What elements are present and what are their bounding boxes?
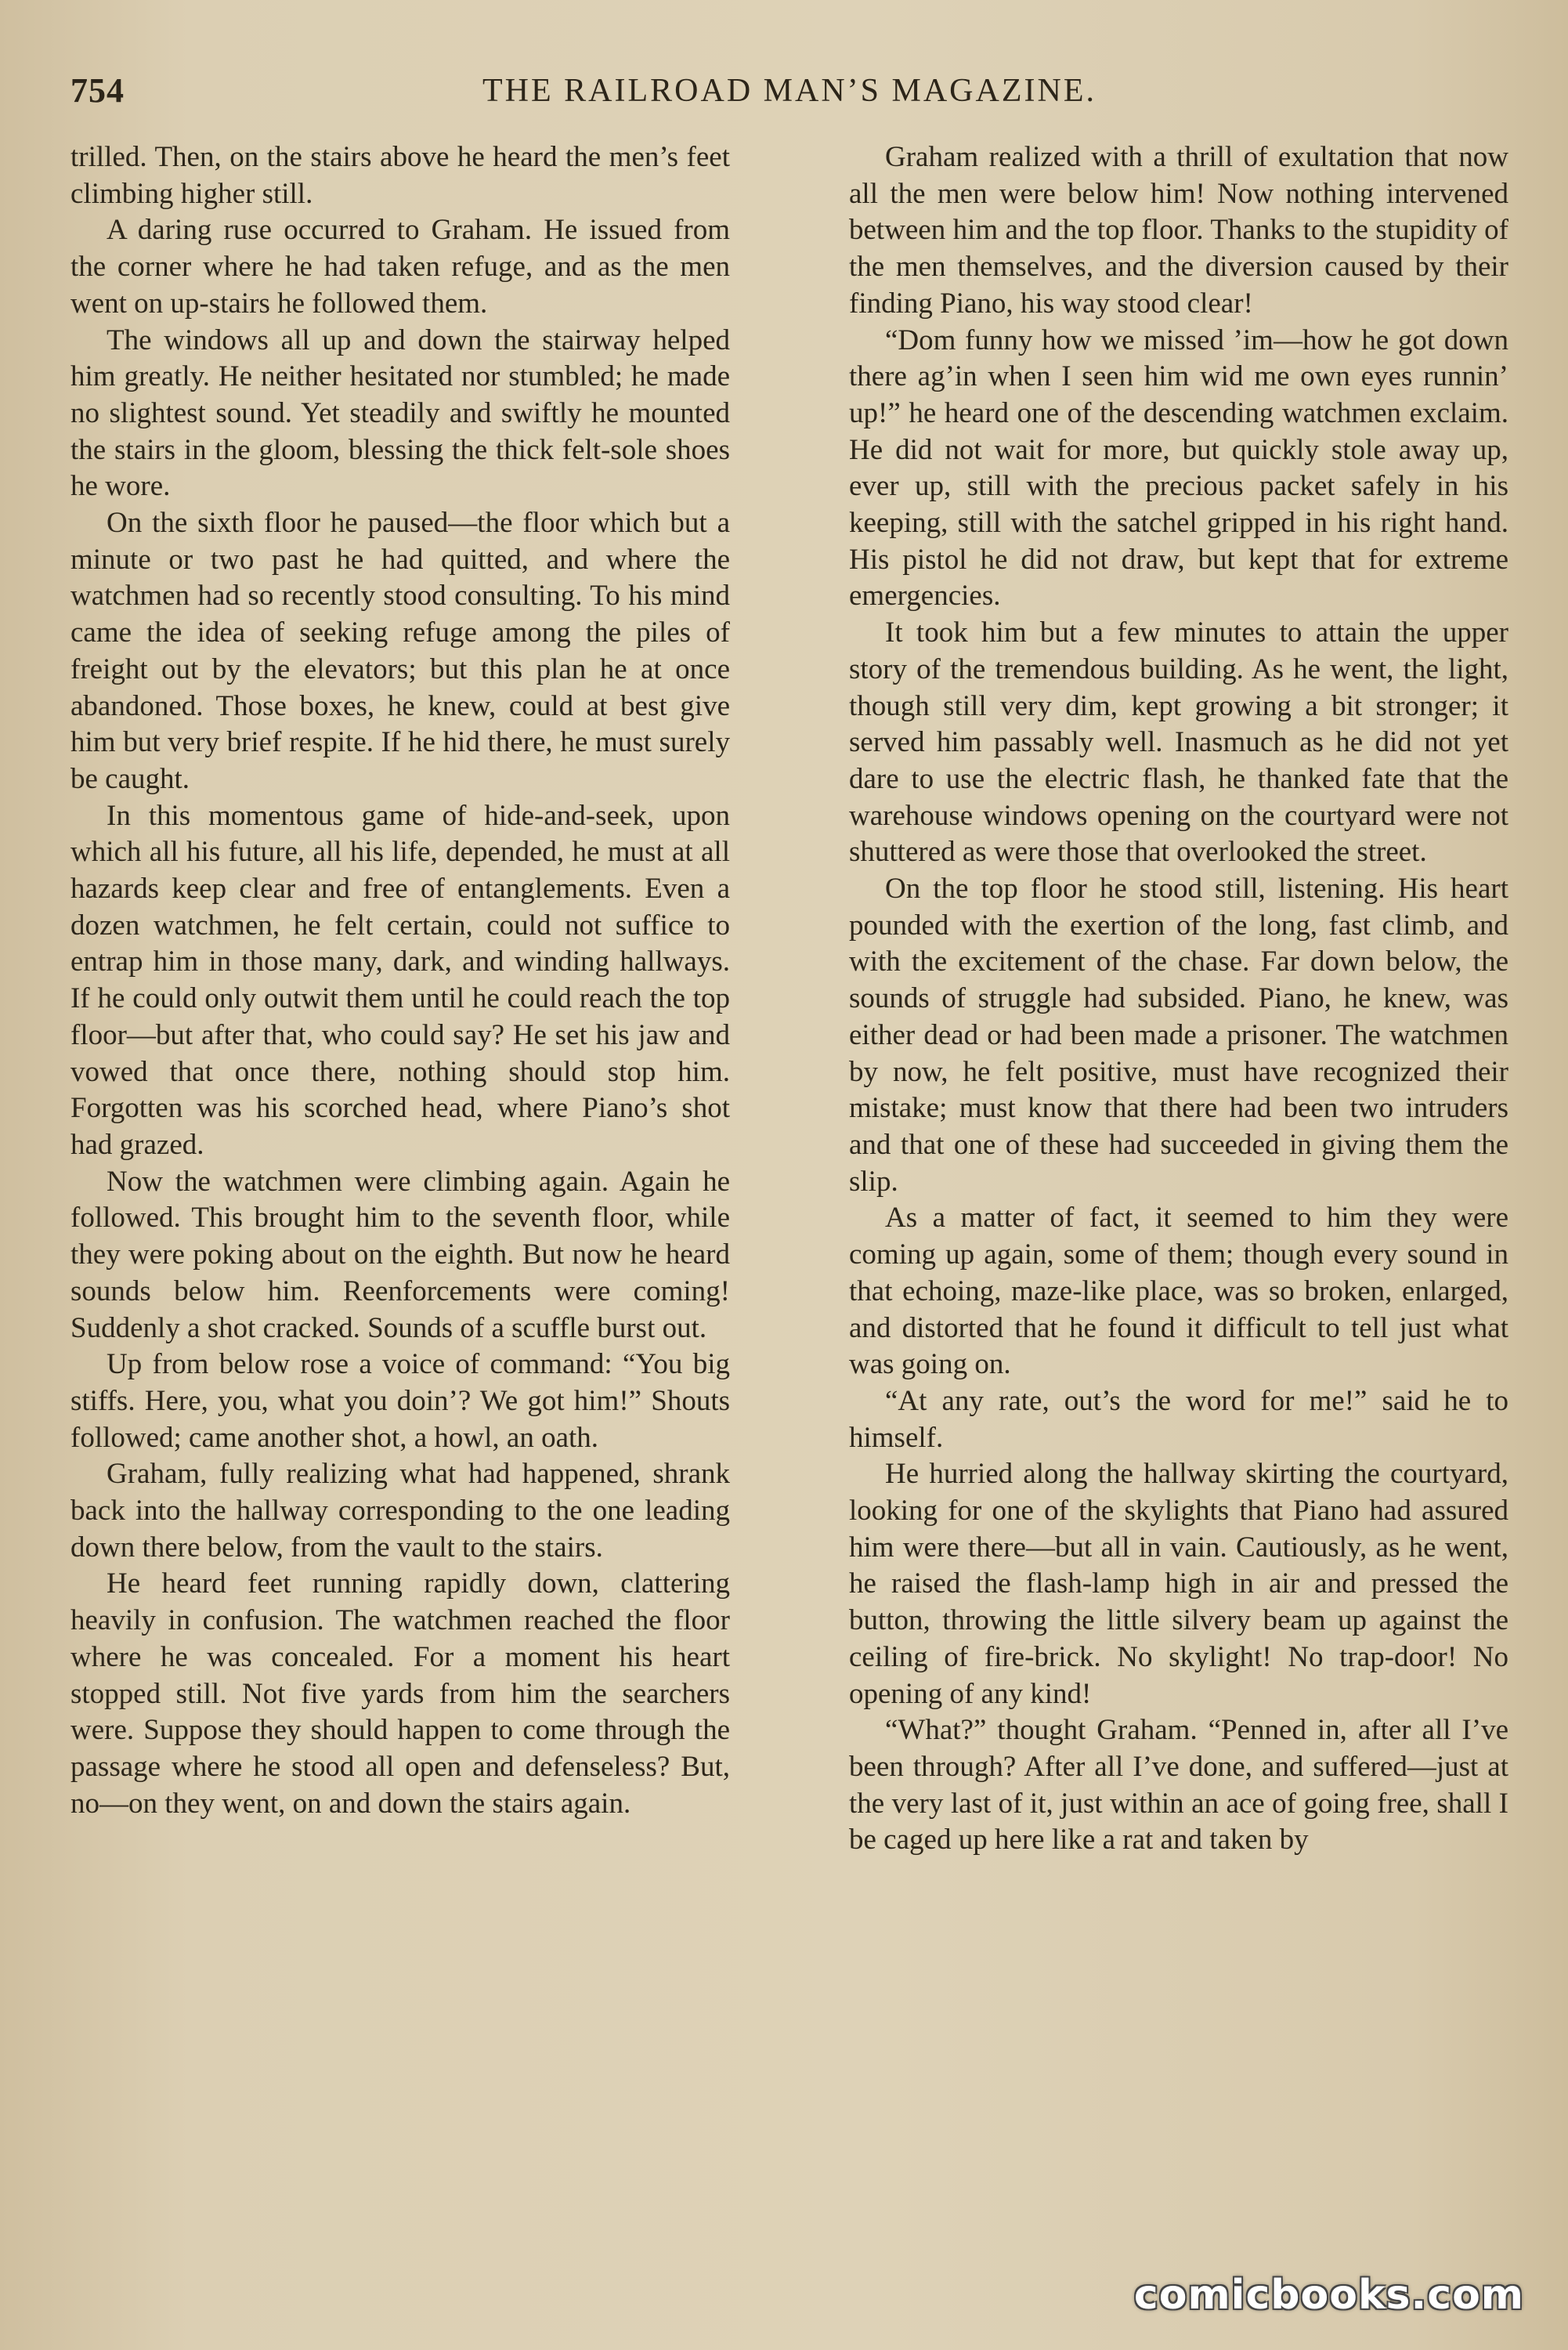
paragraph: The windows all up and down the stairway helped him greatly. He neither hesitated nor stumbled; he made no slightest sound. Yet steadily and swiftly he mounted the stairs in the gloom, blessing the thick felt-sole shoes he wore.	[70, 324, 730, 503]
text-columns	[70, 139, 1508, 1859]
paragraph: Now the watchmen were climbing again. Again he followed. This brought him to the seventh floor, while they were poking about on the eighth. But now he heard sounds below him. Reenforcements were coming! Suddenly a shot cracked. Sounds of a scuffle burst out.	[70, 1165, 730, 1344]
paragraph: On the sixth floor he paused—the floor which but a minute or two past he had quitted, and where the watchmen had so recently stood consulting. To his mind came the idea of seeking refuge among the piles of freight out by the elevators; but this plan he at once abandoned. Those boxes, he knew, could at best give him but very brief respite. If he hid there, he must surely be caught.	[70, 507, 730, 795]
paragraph: trilled. Then, on the stairs above he heard the men’s feet climbing higher still.	[70, 141, 730, 210]
paragraph: He hurried along the hallway skirting the courtyard, looking for one of the skylights that Piano had assured him were there—but all in vain. Cautiously, as he went, he raised the flash-lamp high in air and pressed the button, throwing the little silvery beam up against the ceiling of fire-brick. No skylight! No trap-door! No opening of any kind!	[849, 1458, 1508, 1710]
paragraph: It took him but a few minutes to attain the upper story of the tremendous building. As he went, the light, though still very dim, kept growing a bit stronger; it served him passably well. Inasmuch as he did not yet dare to use the electric flash, he thanked fate that the warehouse windows opening on the courtyard were not shuttered as were those that overlooked the street.	[849, 616, 1508, 869]
paragraph: “Dom funny how we missed ’im—how he got down there ag’in when I seen him wid me own eyes runnin’ up!” he heard one of the descending watchmen exclaim. He did not wait for more, but quickly stole away up, ever up, still with the precious packet safely in his keeping, still with the satchel gripped in his right hand. His pistol he did not draw, but kept that for extreme emergencies.	[849, 324, 1508, 613]
page-number: 754	[70, 71, 125, 110]
paragraph: As a matter of fact, it seemed to him they were coming up again, some of them; though every sound in that echoing, maze-like place, was so broken, enlarged, and distorted that he found it difficult to tell just what was going on.	[849, 1202, 1508, 1381]
right-column	[849, 139, 1508, 1859]
paragraph: Graham, fully realizing what had happened, shrank back into the hallway corresponding to the one leading down there below, from the vault to the stairs.	[70, 1458, 730, 1564]
paragraph: A daring ruse occurred to Graham. He issued from the corner where he had taken refuge, and as the men went on up-stairs he followed them.	[70, 214, 730, 320]
paragraph: In this momentous game of hide-and-seek, upon which all his future, all his life, depended, he must at all hazards keep clear and free of entanglements. Even a dozen watchmen, he felt certain, could not suffice to entrap him in those many, dark, and winding hallways. If he could only outwit them until he could reach the top floor—but after that, who could say? He set his jaw and vowed that once there, nothing should stop him. Forgotten was his scorched head, where Piano’s shot had grazed.	[70, 799, 730, 1161]
paragraph: He heard feet running rapidly down, clattering heavily in confusion. The watchmen reached the floor where he was concealed. For a moment his heart stopped still. Not five yards from him the searchers were. Suppose they should happen to come through the passage where he stood all open and defenseless? But, no—on they went, on and down the stairs again.	[70, 1567, 730, 1820]
paragraph: Graham realized with a thrill of exultation that now all the men were below him! Now nothing intervened between him and the top floor. Thanks to the stupidity of the men themselves, and the diversion caused by their finding Piano, his way stood clear!	[849, 141, 1508, 320]
watermark: comicbooks.com	[1133, 2272, 1524, 2319]
left-column	[70, 139, 730, 1859]
paragraph: “What?” thought Graham. “Penned in, after all I’ve been through? After all I’ve done, and suffered—just at the very last of it, just within an ace of going free, shall I be caged up here like a rat and taken by	[849, 1714, 1508, 1856]
paragraph: “At any rate, out’s the word for me!” said he to himself.	[849, 1384, 1508, 1454]
magazine-title: THE RAILROAD MAN’S MAGAZINE.	[482, 73, 1097, 109]
paragraph: Up from below rose a voice of command: “You big stiffs. Here, you, what you doin’? We got him!” Shouts followed; came another shot, a howl, an oath.	[70, 1348, 730, 1454]
paragraph: On the top floor he stood still, listening. His heart pounded with the exertion of the long, fast climb, and with the excitement of the chase. Far down below, the sounds of struggle had subsided. Piano, he knew, was either dead or had been made a prisoner. The watchmen by now, he felt positive, must have recognized their mistake; must know that there had been two intruders and that one of these had succeeded in giving them the slip.	[849, 873, 1508, 1198]
running-head	[70, 67, 1508, 122]
